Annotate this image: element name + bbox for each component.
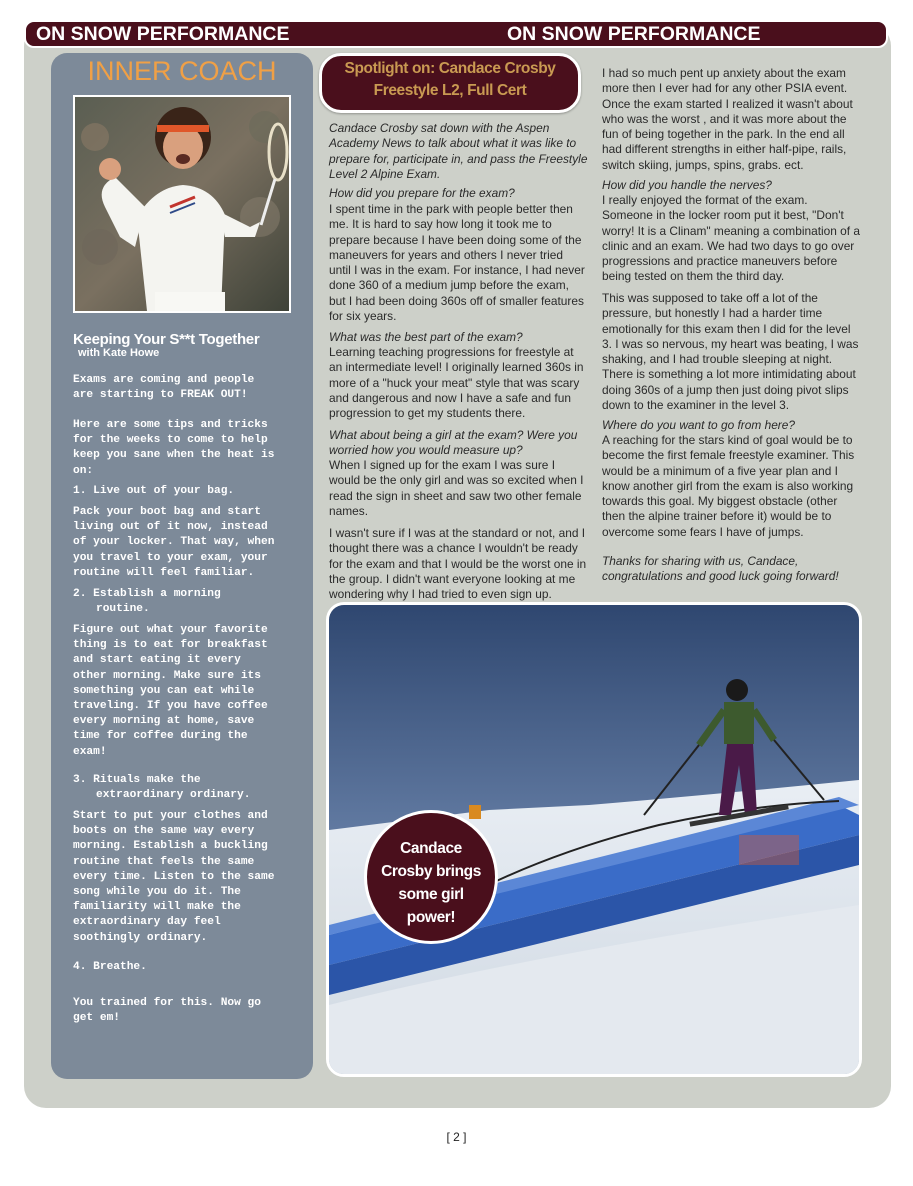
question-future: Where do you want to go from here? bbox=[602, 418, 795, 432]
question-prepare: How did you prepare for the exam? bbox=[329, 186, 515, 200]
answer-girl-continued: I wasn't sure if I was at the standard or not, and I thought there was a chance I wouldn't be ready for the exam and that I would be the worst one in the group. I didn't want everyone looking at me wondering why I had tried to even sign up. bbox=[329, 526, 587, 602]
article-intro: Candace Crosby sat down with the Aspen Academy News to talk about what it was like to prepare for, participate in, and pass the Freestyle Level 2 Alpine Exam. bbox=[329, 121, 588, 181]
closing-thanks: Thanks for sharing with us, Candace, congratulations and good luck going forward! bbox=[602, 554, 839, 584]
answer-future: A reaching for the stars kind of goal would be to become the first female freestyle examiner. This would be a minimum of a five year plan and I know another girl from the exam is also working towards this goal. My biggest obstacle (other then the alpine trainer before it) would be to overcome some fears I have of jumps. bbox=[602, 433, 855, 539]
tennis-player-photo bbox=[73, 95, 291, 313]
page-number: [ 2 ] bbox=[446, 1130, 467, 1144]
tip2-heading: 2. Establish a morning routine. bbox=[73, 588, 221, 616]
callout-line-3: some girl bbox=[398, 886, 464, 903]
tip1-body: Pack your boot bag and start living out of it now, instead of your locker. That way, when you travel to your exam, your routine will feel familiar. bbox=[73, 506, 275, 579]
inner-coach-title: INNER COACH bbox=[87, 56, 277, 86]
tip2-body: Figure out what your favorite thing is to eat for breakfast and start eating it every other morning. Make sure its something you can eat while traveling. If you have coffee every morning at home, save time for coffee during the exam! bbox=[73, 624, 268, 758]
question-best-part: What was the best part of the exam? bbox=[329, 330, 523, 344]
sidebar-closing: You trained for this. Now go get em! bbox=[73, 997, 261, 1025]
tip3-heading: 3. Rituals make the extraordinary ordinary. bbox=[73, 774, 251, 802]
sidebar-byline: with Kate Howe bbox=[78, 347, 160, 359]
sidebar-intro: Exams are coming and people are starting to FREAK OUT! bbox=[73, 374, 255, 402]
answer-prepare: I spent time in the park with people better then me. It is hard to say how long it took me to prepare because I have been doing some of the maneuvers for years and others I never tried until I was in the exam. For instance, I had never done 360 of a medium jump before the exam, but I had been doing 360s off of smaller features for six years. bbox=[329, 202, 585, 324]
answer-nerves: I really enjoyed the format of the exam. Someone in the locker room put it best, "Don't worry! It is a Clinam" meaning a combination of a clinic and an exam. We had two days to go over progressions and practice maneuvers before being tested on them the third day. bbox=[602, 193, 861, 284]
answer-nerves-continued: This was supposed to take off a lot of the pressure, but honestly I had a harder time emotionally for this exam then I did for the level 3. I was so nervous, my heart was beating, I was shaking, and I had trouble sleeping at night. There is something a lot more intimidating about doing 360s of a jump then just doing pivot slips down to the examiner in the level 3. bbox=[602, 291, 859, 413]
callout-line-1: Candace bbox=[400, 840, 462, 857]
callout-line-4: power! bbox=[406, 909, 456, 926]
sidebar-article-title: Keeping Your S**t Together bbox=[73, 331, 260, 348]
header-title-left: ON SNOW PERFORMANCE bbox=[36, 23, 290, 45]
sidebar-intro-tips: Here are some tips and tricks for the weeks to come to help keep you sane when the heat is on: bbox=[73, 419, 275, 477]
column2-anxiety: I had so much pent up anxiety about the exam more then I ever had for any other PSIA event. Once the exam started I realized it wasn't about who was the worst , and it was more about the fun of being together in the park. In the end all had different strengths in either half-pipe, rails, switch skiing, jumps, spins, grabs. ect. bbox=[602, 66, 853, 172]
question-nerves: How did you handle the nerves? bbox=[602, 178, 772, 192]
callout-line-2: Crosby brings bbox=[381, 863, 481, 880]
header-title-right: ON SNOW PERFORMANCE bbox=[507, 23, 761, 45]
spotlight-subtitle: Freestyle L2, Full Cert bbox=[373, 82, 527, 99]
question-girl: What about being a girl at the exam? Were you worried how you would measure up? bbox=[329, 428, 578, 458]
tip1-heading: 1. Live out of your bag. bbox=[73, 485, 235, 497]
answer-girl: When I signed up for the exam I was sure I would be the only girl and was so excited when I read the sign in sheet and saw two other female names. bbox=[329, 458, 584, 518]
header-bar bbox=[24, 20, 888, 48]
tip4-heading: 4. Breathe. bbox=[73, 961, 147, 973]
tip3-body: Start to put your clothes and boots on the same way every morning. Establish a buckling routine that feels the same every time. Listen to the same song while you do it. The familiarity will make the extraordinary day feel soothingly ordinary. bbox=[73, 810, 275, 944]
answer-best-part: Learning teaching progressions for freestyle at an intermediate level! I originally learned 360s in more of a "huck your meat" style that was scary and dangerous and now I have a safe and fun progression to get my students there. bbox=[329, 345, 584, 421]
spotlight-title: Spotlight on: Candace Crosby bbox=[344, 60, 556, 77]
